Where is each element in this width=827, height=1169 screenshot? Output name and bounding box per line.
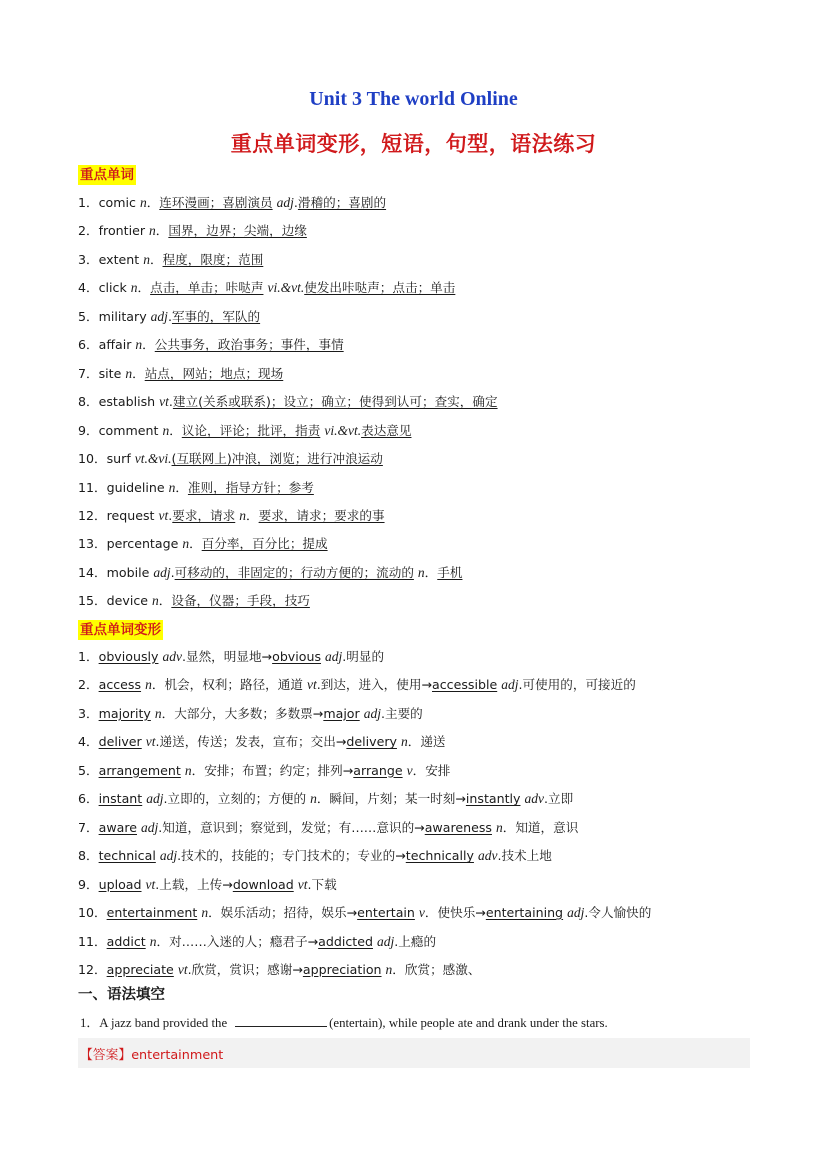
part-of-speech: adj <box>501 677 519 693</box>
part-of-speech: n <box>149 933 157 949</box>
part-of-speech: vt.&vi. <box>134 451 172 467</box>
part-of-speech: n <box>130 280 138 296</box>
part-of-speech: n <box>135 337 143 353</box>
list-item <box>78 450 383 468</box>
item-number: 11． <box>78 479 107 495</box>
part-of-speech: n <box>184 762 192 778</box>
list-item <box>78 222 307 240</box>
section-heading-key-words: 重点单词 <box>80 167 134 183</box>
item-number: 6． <box>78 337 99 353</box>
item-text: ．机会，权利；路径，通道 <box>151 677 307 693</box>
part-of-speech: n <box>417 564 425 580</box>
item-text: extent <box>98 251 144 267</box>
list-item <box>78 336 344 354</box>
item-text: .明显的 <box>342 649 385 664</box>
item-text: comic <box>98 195 140 210</box>
part-of-speech: vt <box>145 734 156 750</box>
item-number: 12． <box>78 507 107 523</box>
item-text: percentage <box>106 536 183 552</box>
item-number: 8． <box>78 848 99 864</box>
answer-label: 【答案】 <box>80 1048 132 1063</box>
item-text: ． <box>149 251 163 267</box>
part-of-speech: n <box>239 507 247 523</box>
part-of-speech: n <box>139 195 147 210</box>
item-text: .可使用的，可接近的 <box>518 677 636 693</box>
underlined-text: entertaining <box>485 905 564 921</box>
item-number: 9． <box>78 876 99 892</box>
underlined-text: major <box>323 705 360 721</box>
item-text: ． <box>189 536 202 552</box>
underlined-text: awareness <box>424 819 492 835</box>
part-of-speech: adj <box>146 791 164 807</box>
underlined-text: appreciation <box>302 961 382 977</box>
underlined-text: 使发出咔哒声；点击；单击 <box>304 280 456 296</box>
underlined-text: 建立(关系或联系)；设立；确立；使得到认可；查实，确定 <box>172 394 498 410</box>
list-item <box>78 790 573 808</box>
item-text: ． <box>175 479 188 495</box>
underlined-text: upload <box>98 876 142 892</box>
underlined-text: 程度，限度；范围 <box>162 251 264 267</box>
underlined-text: 要求，请求；要求的事 <box>258 507 385 523</box>
list-item <box>78 819 578 837</box>
list-item <box>78 847 552 865</box>
part-of-speech: n <box>152 593 159 609</box>
underlined-text: aware <box>98 819 137 835</box>
part-of-speech: adj <box>150 308 168 324</box>
list-item <box>78 933 436 951</box>
part-of-speech: n <box>125 365 133 381</box>
item-text: . <box>167 308 172 324</box>
item-number: 1． <box>78 649 99 664</box>
item-text: device <box>106 593 152 609</box>
item-number: 3． <box>78 251 99 267</box>
underlined-text: addict <box>106 933 146 949</box>
item-text: .立即 <box>544 791 574 807</box>
item-text: ． <box>137 280 151 296</box>
list-item <box>78 535 328 553</box>
part-of-speech: vt <box>177 961 188 977</box>
part-of-speech: v <box>418 905 425 921</box>
underlined-text: 要求，请求 <box>172 507 236 523</box>
page-subtitle: 重点单词变形，短语，句型，语法练习 <box>230 132 597 156</box>
list-item <box>78 904 651 922</box>
part-of-speech: adv <box>524 791 544 807</box>
question-number: 1． <box>80 1016 100 1030</box>
item-number: 10． <box>78 451 107 467</box>
list-item <box>78 479 314 497</box>
part-of-speech: adj <box>325 649 343 664</box>
item-number: 13． <box>78 536 107 552</box>
list-item <box>78 308 260 326</box>
item-text: .欣赏，赏识；感谢→ <box>187 961 303 977</box>
item-number: 8． <box>78 394 99 410</box>
list-item <box>78 733 446 751</box>
item-text: mobile <box>106 564 154 580</box>
underlined-text: entertainment <box>106 905 198 921</box>
item-text: . <box>168 394 173 410</box>
grammar-question <box>80 1012 608 1031</box>
answer-text: entertainment <box>131 1048 224 1063</box>
list-item <box>78 961 480 979</box>
list-item <box>78 592 310 610</box>
list-item <box>78 422 411 440</box>
item-number: 5． <box>78 762 99 778</box>
underlined-text: deliver <box>98 734 142 750</box>
item-text: ．安排；布置；约定；排列→ <box>191 762 354 778</box>
underlined-text: 连环漫画；喜剧演员 <box>159 195 273 210</box>
item-number: 2． <box>78 677 99 693</box>
part-of-speech: n <box>310 791 317 807</box>
item-text: surf <box>106 451 135 467</box>
item-text: ．瞬间，片刻；某一时刻→ <box>316 791 466 807</box>
item-text: . <box>170 564 175 580</box>
item-text: .立即的，立刻的；方便的 <box>163 791 311 807</box>
item-text: .下载 <box>307 876 337 892</box>
underlined-text: accessible <box>432 677 498 693</box>
item-text: ．欣赏；感激、 <box>392 961 481 977</box>
part-of-speech: v <box>406 762 413 778</box>
underlined-text: 手机 <box>437 564 463 580</box>
part-of-speech: vi.&vt. <box>267 280 305 296</box>
item-number: 5． <box>78 308 99 324</box>
underlined-text: 设备，仪器；手段，技巧 <box>171 593 310 609</box>
underlined-text: entertain <box>357 905 415 921</box>
section-heading-word-forms: 重点单词变形 <box>80 622 161 638</box>
item-text: .主要的 <box>380 705 423 721</box>
part-of-speech: adj <box>567 905 585 921</box>
item-text: .技术的，技能的；专门技术的；专业的→ <box>177 848 406 864</box>
underlined-text: 国界，边界；尖端，边缘 <box>168 223 307 239</box>
item-text: .显然，明显地→ <box>181 649 273 664</box>
answer-box <box>78 1038 750 1068</box>
part-of-speech: adj <box>159 848 178 864</box>
item-text: ． <box>146 195 160 210</box>
item-text: site <box>98 365 126 381</box>
part-of-speech: n <box>495 819 503 835</box>
part-of-speech: adj <box>376 933 395 949</box>
underlined-text: arrangement <box>98 762 181 778</box>
underlined-text: appreciate <box>106 961 174 977</box>
part-of-speech: n <box>385 961 393 977</box>
underlined-text: 可移动的，非固定的；行动方便的；流动的 <box>174 564 414 580</box>
part-of-speech: n <box>400 734 408 750</box>
part-of-speech: adj <box>141 819 159 835</box>
part-of-speech: adj <box>363 705 381 721</box>
list-item <box>78 507 385 525</box>
list-item <box>78 648 384 666</box>
item-number: 7． <box>78 819 99 835</box>
item-text: ．娱乐活动；招待，娱乐→ <box>208 905 358 921</box>
list-item <box>78 564 462 582</box>
item-text: ．对……入迷的人；瘾君子→ <box>156 933 319 949</box>
item-text: .知道，意识到；察觉到，发觉；有……意识的→ <box>158 819 425 835</box>
item-text: .上瘾的 <box>394 933 437 949</box>
list-item <box>78 705 423 723</box>
part-of-speech: n <box>154 705 162 721</box>
list-item <box>78 676 636 694</box>
part-of-speech: n <box>201 905 209 921</box>
item-number: 7． <box>78 365 99 381</box>
part-of-speech: n <box>143 251 150 267</box>
underlined-text: addicted <box>318 933 373 949</box>
item-text: establish <box>98 394 160 410</box>
item-text: ． <box>158 593 172 609</box>
item-text: .到达，进入，使用→ <box>316 677 433 693</box>
item-text: ． <box>246 507 259 523</box>
underlined-text: 议论，评论；批评，指责 <box>181 422 321 438</box>
part-of-speech: n <box>168 479 176 495</box>
item-number: 11． <box>78 933 107 949</box>
item-text: request <box>106 507 159 523</box>
underlined-text: 站点，网站；地点；现场 <box>144 365 284 381</box>
item-text: frontier <box>98 223 149 239</box>
underlined-text: 军事的，军队的 <box>171 308 261 324</box>
item-number: 10． <box>78 905 107 921</box>
underlined-text: obvious <box>272 649 322 664</box>
item-text: ． <box>132 365 145 381</box>
underlined-text: access <box>98 677 142 693</box>
part-of-speech: vt <box>158 507 169 523</box>
item-text: ．大部分，大多数；多数票→ <box>161 705 324 721</box>
item-text: . <box>168 507 173 523</box>
underlined-text: instant <box>98 791 143 807</box>
underlined-text: 百分率，百分比；提成 <box>201 536 328 552</box>
underlined-text: technical <box>98 848 156 864</box>
underlined-text: arrange <box>353 762 403 778</box>
item-text: click <box>98 280 131 296</box>
underlined-text: (互联网上)冲浪，浏览；进行冲浪运动 <box>171 451 383 467</box>
part-of-speech: n <box>145 677 152 693</box>
item-number: 4． <box>78 280 99 296</box>
item-text: ． <box>169 422 182 438</box>
list-item <box>78 876 337 894</box>
item-text: .上载，上传→ <box>155 876 233 892</box>
part-of-speech: vi.&vt. <box>324 422 362 438</box>
question-text-before: A jazz band provided the <box>99 1016 228 1030</box>
part-of-speech: vt <box>306 677 317 693</box>
item-number: 4． <box>78 734 99 750</box>
page-title: Unit 3 The world Online <box>309 88 518 110</box>
part-of-speech: n <box>162 422 170 438</box>
item-text: ． <box>142 337 155 353</box>
item-text: ．递送 <box>407 734 446 750</box>
part-of-speech: adv <box>477 848 498 864</box>
underlined-text: download <box>232 876 294 892</box>
answer-blank[interactable] <box>235 1014 327 1027</box>
underlined-text: 表达意见 <box>361 422 412 438</box>
underlined-text: instantly <box>465 791 521 807</box>
section-heading-grammar: 一、语法填空 <box>78 987 165 1003</box>
item-text: ． <box>155 223 169 239</box>
item-text: ．安排 <box>412 762 451 778</box>
part-of-speech: n <box>182 536 190 552</box>
item-number: 14． <box>78 564 107 580</box>
underlined-text: 滑稽的；喜剧的 <box>297 195 387 210</box>
item-text: ． <box>424 564 438 580</box>
underlined-text: 点击，单击；咔哒声 <box>150 280 264 296</box>
underlined-text: 公共事务，政治事务；事件，事情 <box>154 337 344 353</box>
item-text: affair <box>98 337 136 353</box>
item-text: .技术上地 <box>497 848 552 864</box>
item-text: .令人愉快的 <box>584 905 652 921</box>
item-text: military <box>98 308 151 324</box>
list-item <box>78 762 450 780</box>
item-number: 6． <box>78 791 99 807</box>
item-text: ．知道，意识 <box>502 819 579 835</box>
part-of-speech: adj <box>153 564 171 580</box>
underlined-text: majority <box>98 705 151 721</box>
question-text-after: (entertain), while people ate and drank under the stars. <box>329 1016 608 1030</box>
item-number: 12． <box>78 961 107 977</box>
list-item <box>78 251 263 269</box>
part-of-speech: adv <box>162 649 182 664</box>
underlined-text: delivery <box>346 734 397 750</box>
part-of-speech: adj <box>276 195 294 210</box>
item-text: comment <box>98 422 163 438</box>
part-of-speech: n <box>149 223 156 239</box>
item-text: ．使快乐→ <box>424 905 486 921</box>
item-number: 1． <box>78 195 99 210</box>
item-number: 15． <box>78 593 107 609</box>
part-of-speech: vt <box>145 876 156 892</box>
list-item <box>78 365 283 383</box>
item-number: 2． <box>78 223 99 239</box>
underlined-text: 准则，指导方针；参考 <box>187 479 314 495</box>
list-item <box>78 194 386 212</box>
item-text: .递送，传送；发表，宣布；交出→ <box>155 734 347 750</box>
list-item <box>78 393 498 411</box>
underlined-text: technically <box>405 848 474 864</box>
item-text: . <box>293 195 298 210</box>
item-number: 3． <box>78 705 99 721</box>
part-of-speech: vt <box>159 394 169 410</box>
underlined-text: obviously <box>98 649 159 664</box>
list-item <box>78 279 455 297</box>
part-of-speech: vt <box>297 876 308 892</box>
item-text: guideline <box>106 479 169 495</box>
item-number: 9． <box>78 422 99 438</box>
